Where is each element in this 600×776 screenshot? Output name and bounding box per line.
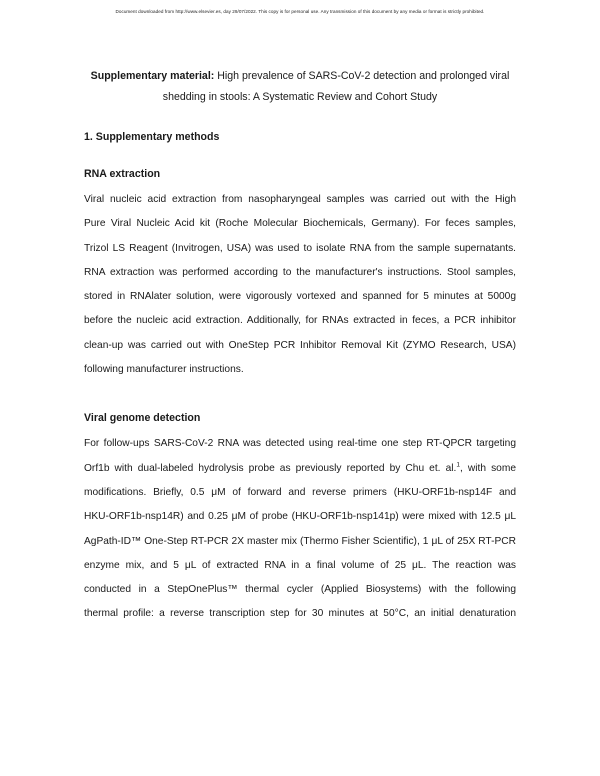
citation-reference: 1 xyxy=(456,461,460,469)
title-line-1: High prevalence of SARS-CoV-2 detection and prolonged viral xyxy=(214,70,510,82)
paragraph-line: AgPath-ID™ One-Step RT-PCR 2X master mix (Thermo Fisher Scientific), 1 μL of 25X RT-PCR xyxy=(84,535,516,547)
paragraph-line: modifications. Briefly, 0.5 μM of forward and reverse primers (HKU-ORF1b-nsp14F and xyxy=(84,486,516,498)
paragraph-line: enzyme mix, and 5 μL of extracted RNA in a final volume of 25 μL. The reaction was xyxy=(84,559,516,571)
paragraph-line: stored in RNAlater solution, were vigorously vortexed and spanned for 5 minutes at 5000g xyxy=(84,291,516,303)
download-notice: Document downloaded from http://www.elsevier.es, day 29/07/2022. This copy is for personal use. Any transmission of this document by any media or format is strictly prohibited. xyxy=(115,9,485,14)
title-label: Supplementary material: xyxy=(90,70,215,82)
subheading-rna-extraction: RNA extraction xyxy=(84,168,161,180)
paragraph-line: thermal profile: a reverse transcription step for 30 minutes at 50°C, an initial denaturation xyxy=(84,608,516,620)
citation-text: Orf1b with dual-labeled hydrolysis probe as previously reported by Chu et. al. xyxy=(84,462,457,474)
viral-detection-paragraph xyxy=(84,432,516,626)
paragraph-line: Pure Viral Nucleic Acid kit (Roche Molecular Biochemicals, Germany). For feces samples, xyxy=(84,218,516,230)
section-heading-supplementary-methods: 1. Supplementary methods xyxy=(84,131,220,143)
paragraph-line: following manufacturer instructions. xyxy=(84,364,244,376)
paragraph-line-with-citation xyxy=(84,457,516,481)
paragraph-line: HKU-ORF1b-nsp14R) and 0.25 μM of probe (HKU-ORF1b-nsp141p) were mixed with 12.5 μL xyxy=(84,511,516,523)
paragraph-line: clean-up was carried out with OneStep PCR Inhibitor Removal Kit (ZYMO Research, USA) xyxy=(84,339,516,351)
paragraph-line: Viral nucleic acid extraction from nasopharyngeal samples was carried out with the High xyxy=(84,194,516,205)
title-line-2: shedding in stools: A Systematic Review and Cohort Study xyxy=(162,91,438,103)
subheading-viral-genome-detection: Viral genome detection xyxy=(84,412,201,425)
document-title xyxy=(84,66,516,108)
paragraph-line: Trizol LS Reagent (Invitrogen, USA) was used to isolate RNA from the sample supernatants. xyxy=(84,242,516,254)
rna-extraction-paragraph xyxy=(84,188,516,382)
paragraph-line: For follow-ups SARS-CoV-2 RNA was detected using real-time one step RT-QPCR targeting xyxy=(84,438,516,450)
citation-text-tail: , with some xyxy=(459,462,516,474)
paragraph-line: before the nucleic acid extraction. Additionally, for RNAs extracted in feces, a PCR inhibitor xyxy=(84,315,516,327)
paragraph-line: conducted in a StepOnePlus™ thermal cycler (Applied Biosystems) with the following xyxy=(84,584,516,596)
paragraph-line: RNA extraction was performed according to the manufacturer's instructions. Stool samples, xyxy=(84,266,516,278)
document-page xyxy=(84,66,516,627)
